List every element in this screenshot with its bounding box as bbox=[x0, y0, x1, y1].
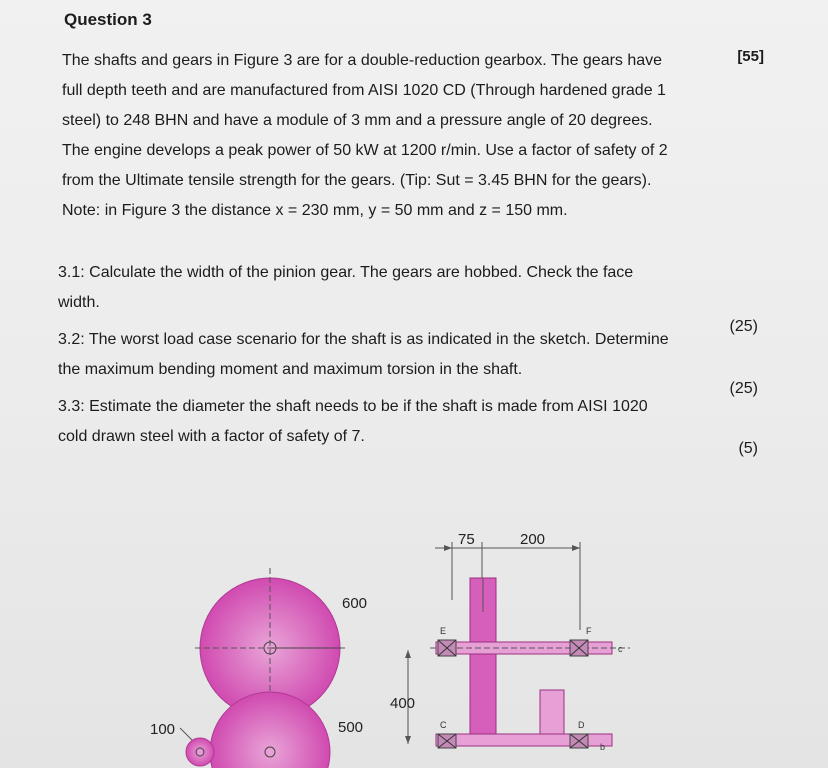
question-intro bbox=[62, 46, 762, 226]
dim-500: 500 bbox=[338, 719, 364, 736]
subquestion-line: width. bbox=[58, 294, 100, 311]
label-e: E bbox=[440, 626, 447, 636]
dim-400: 400 bbox=[390, 695, 416, 712]
intro-line: The engine develops a peak power of 50 kW at 1200 r/min. Use a factor of safety of 2 bbox=[62, 142, 668, 159]
subquestion-line: the maximum bending moment and maximum torsion in the shaft. bbox=[58, 361, 523, 378]
subquestion-line: cold drawn steel with a factor of safety of 7. bbox=[58, 428, 365, 445]
dim-75: 75 bbox=[458, 531, 475, 548]
intro-line: Note: in Figure 3 the distance x = 230 mm, y = 50 mm and z = 150 mm. bbox=[62, 202, 568, 219]
dim-200-arrow bbox=[572, 545, 580, 551]
subquestion-line: 3.1: Calculate the width of the pinion gear. The gears are hobbed. Check the face bbox=[58, 264, 634, 281]
label-d: D bbox=[578, 720, 585, 730]
dim-200: 200 bbox=[520, 531, 546, 548]
label-c: c bbox=[618, 644, 623, 654]
subquestion-3-3-marks: (5) bbox=[738, 440, 758, 457]
figure-3-sketch bbox=[140, 520, 660, 768]
intro-line: full depth teeth and are manufactured from AISI 1020 CD (Through hardened grade 1 bbox=[62, 82, 666, 99]
subquestion-3-3 bbox=[58, 392, 758, 452]
subquestion-line: 3.2: The worst load case scenario for the shaft is as indicated in the sketch. Determine bbox=[58, 331, 669, 348]
dim-100-leader bbox=[180, 728, 192, 740]
subquestion-3-1-marks: (25) bbox=[729, 318, 758, 335]
dim-400-arrow-bottom bbox=[405, 736, 411, 744]
dim-100: 100 bbox=[150, 721, 176, 738]
subquestion-3-2-marks: (25) bbox=[729, 380, 758, 397]
label-cap-c: C bbox=[440, 720, 447, 730]
dim-400-arrow-top bbox=[405, 650, 411, 658]
intro-line: steel) to 248 BHN and have a module of 3 mm and a pressure angle of 20 degrees. bbox=[62, 112, 653, 129]
question-marks: [55] bbox=[737, 48, 764, 65]
label-f: F bbox=[586, 626, 592, 636]
dim-75-arrow bbox=[444, 545, 452, 551]
subquestion-3-1 bbox=[58, 258, 758, 318]
dim-600: 600 bbox=[342, 595, 368, 612]
intro-line: The shafts and gears in Figure 3 are for a double-reduction gearbox. The gears have bbox=[62, 52, 663, 69]
subquestion-line: 3.3: Estimate the diameter the shaft needs to be if the shaft is made from AISI 1020 bbox=[58, 398, 648, 415]
intro-line: from the Ultimate tensile strength for the gears. (Tip: Sut = 3.45 BHN for the gears). bbox=[62, 172, 652, 189]
question-title: Question 3 bbox=[64, 10, 152, 29]
label-b: b bbox=[600, 742, 606, 752]
small-gear bbox=[186, 738, 214, 766]
subquestion-3-2 bbox=[58, 325, 758, 385]
